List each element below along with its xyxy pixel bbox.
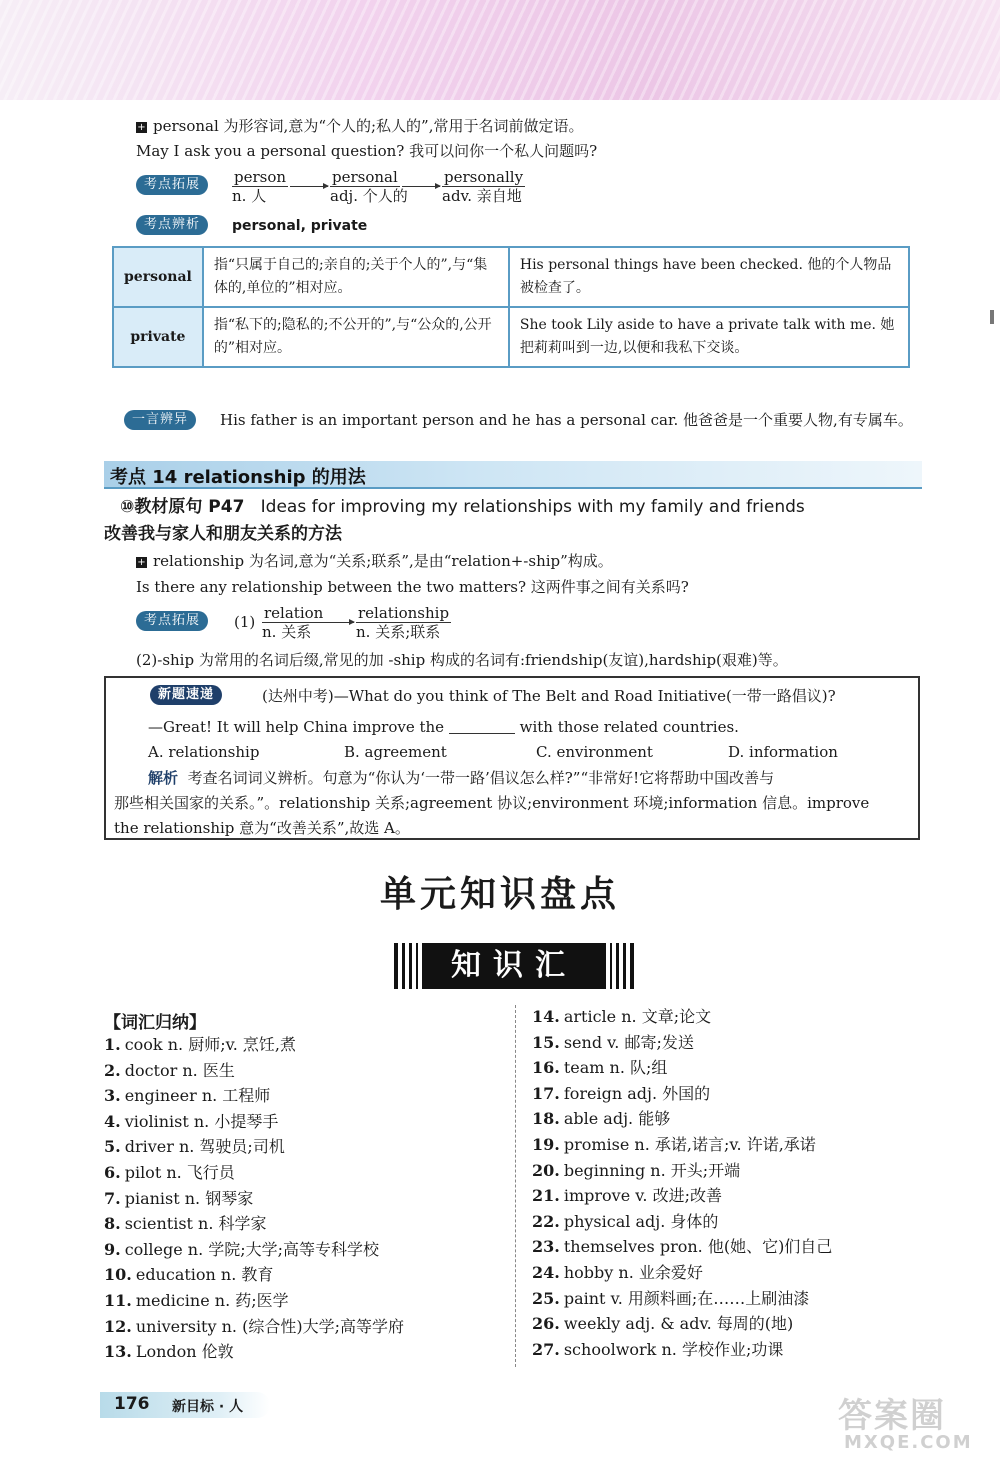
list-item: 11. medicine n. 药;医学 [104, 1290, 289, 1310]
list-item: 10. education n. 教育 [104, 1265, 274, 1285]
suffix-note: (2)-ship 为常用的名词后缀,常见的加 -ship 构成的名词有:friendship(友谊),hardship(艰难)等。 [136, 651, 788, 669]
decorative-header-band [0, 0, 1000, 100]
derivation-relationship: relationship n. 关系;联系 [356, 604, 450, 641]
table-example-cell: His personal things have been checked. 他的个人物品被检查了。 [509, 247, 909, 307]
quiz-option-b[interactable]: B. agreement [344, 743, 447, 761]
plus-square-icon: + [137, 122, 146, 133]
answer-blank[interactable] [449, 733, 515, 734]
personal-example: May I ask you a personal question? 我可以问你一个私人问题吗? [136, 142, 598, 160]
list-item: 13. London 伦敦 [104, 1342, 234, 1362]
table-meaning-cell: 指“只属于自己的;亲自的;关于个人的”,与“集体的,单位的”相对应。 [203, 247, 509, 307]
vocab-list-left [104, 1032, 404, 1365]
list-item: 22. physical adj. 身体的 [532, 1211, 719, 1231]
table-head-cell: personal [113, 247, 203, 307]
quiz-option-c[interactable]: C. environment [536, 743, 653, 761]
source-sentence: ⑩教材原句 P47 Ideas for improving my relationships with my family and friends [120, 497, 805, 517]
quiz-explanation-2: 那些相关国家的关系。”。relationship 关系;agreement 协议;environment 环境;information 信息。improve [114, 794, 870, 812]
tag-analysis: 考点辨析 [136, 215, 208, 235]
watermark-url: MXQE.COM [844, 1432, 973, 1453]
list-item: 9. college n. 学院;大学;高等专科学校 [104, 1239, 380, 1259]
expand-number: (1) [234, 613, 256, 631]
quiz-option-a[interactable]: A. relationship [148, 743, 260, 761]
oneline-text: His father is an important person and he has a personal car. 他爸爸是一个重要人物,有专属车。 [220, 411, 913, 429]
watermark-logo [834, 1388, 984, 1454]
derivation-personally: personally adv. 亲自地 [442, 168, 524, 205]
list-item: 16. team n. 队;组 [532, 1058, 668, 1078]
list-item: 18. able adj. 能够 [532, 1109, 671, 1129]
page-number: 176 [114, 1394, 150, 1414]
vocab-list-right [532, 1004, 832, 1362]
derivation-person: person n. 人 [232, 168, 287, 205]
banner-text: 知识汇 [422, 943, 606, 989]
column-divider [515, 1005, 517, 1367]
list-item: 21. improve v. 改进;改善 [532, 1186, 722, 1206]
list-item: 23. themselves pron. 他(她、它)们自己 [532, 1237, 833, 1257]
margin-mark [990, 310, 994, 324]
unit-title: 单元知识盘点 [379, 874, 620, 915]
list-item: 17. foreign adj. 外国的 [532, 1083, 711, 1103]
list-item: 27. schoolwork n. 学校作业;功课 [532, 1339, 784, 1359]
comparison-table [112, 246, 910, 368]
knowledge-banner [394, 943, 634, 989]
derivation-personal: personal adj. 个人的 [330, 168, 408, 205]
arrow-icon [402, 186, 440, 187]
quiz-explanation-1: 解析 考查名词词义辨析。句意为“你认为‘一带一路’倡议怎么样?”“非常好!它将帮助中国改善与 [148, 769, 775, 787]
table-example-cell: She took Lily aside to have a private talk with me. 她把莉莉叫到一边,以便和我私下交谈。 [509, 307, 909, 367]
list-item: 1. cook n. 厨师;v. 烹饪,煮 [104, 1035, 296, 1054]
table-head-cell: private [113, 307, 203, 367]
list-item: 26. weekly adj. & adv. 每周的(地) [532, 1314, 794, 1334]
arrow-icon [290, 186, 328, 187]
vocab-heading: 【词汇归纳】 [104, 1013, 206, 1033]
personal-definition: + personal 为形容词,意为“个人的;私人的”,常用于名词前做定语。 [137, 117, 584, 135]
list-item: 19. promise n. 承诺,诺言;v. 许诺,承诺 [532, 1134, 816, 1154]
table-row [113, 247, 909, 307]
plus-square-icon: + [137, 557, 146, 568]
list-item: 2. doctor n. 医生 [104, 1060, 235, 1080]
relationship-example: Is there any relationship between the two matters? 这两件事之间有关系吗? [136, 578, 689, 596]
table-meaning-cell: 指“私下的;隐私的;不公开的”,与“公众的,公开的”相对应。 [203, 307, 509, 367]
list-item: 15. send v. 邮寄;发送 [532, 1032, 694, 1052]
tag-expand: 考点拓展 [136, 611, 208, 631]
list-item: 4. violinist n. 小提琴手 [104, 1111, 279, 1131]
list-item: 25. paint v. 用颜料画;在……上刷油漆 [532, 1288, 810, 1308]
arrow-icon [320, 622, 354, 623]
list-item: 24. hobby n. 业余爱好 [532, 1262, 703, 1282]
list-item: 6. pilot n. 飞行员 [104, 1162, 235, 1182]
watermark-text: 答案圈 [838, 1396, 946, 1436]
list-item: 5. driver n. 驾驶员;司机 [104, 1137, 285, 1157]
list-item: 8. scientist n. 科学家 [104, 1214, 267, 1234]
source-translation: 改善我与家人和朋友关系的方法 [104, 524, 342, 544]
page-footer-badge [100, 1392, 270, 1418]
quiz-answer-line: —Great! It will help China improve the with those related countries. [148, 718, 739, 736]
tag-new-question: 新题速递 [150, 685, 222, 705]
derivation-relation: relation n. 关系 [262, 604, 324, 641]
list-item: 20. beginning n. 开头;开端 [532, 1160, 741, 1180]
quiz-question: (达州中考)—What do you think of The Belt and Road Initiative(一带一路倡议)? [262, 687, 836, 705]
table-row [113, 307, 909, 367]
relationship-definition: + relationship 为名词,意为“关系;联系”,是由“relation+-ship”构成。 [137, 552, 613, 570]
list-item: 12. university n. (综合性)大学;高等学府 [104, 1316, 404, 1336]
analysis-title: personal, private [232, 218, 368, 234]
list-item: 3. engineer n. 工程师 [104, 1086, 271, 1106]
list-item: 14. article n. 文章;论文 [532, 1007, 712, 1026]
tag-expand: 考点拓展 [136, 175, 208, 195]
quiz-explanation-3: the relationship 意为“改善关系”,故选 A。 [114, 819, 410, 837]
tag-oneline: 一言辨异 [124, 410, 196, 430]
list-item: 7. pianist n. 钢琴家 [104, 1188, 254, 1208]
series-label: 新目标 · 人 [172, 1399, 244, 1415]
section-header-14: 考点 14 relationship 的用法 [104, 461, 922, 489]
quiz-option-d[interactable]: D. information [728, 743, 838, 761]
